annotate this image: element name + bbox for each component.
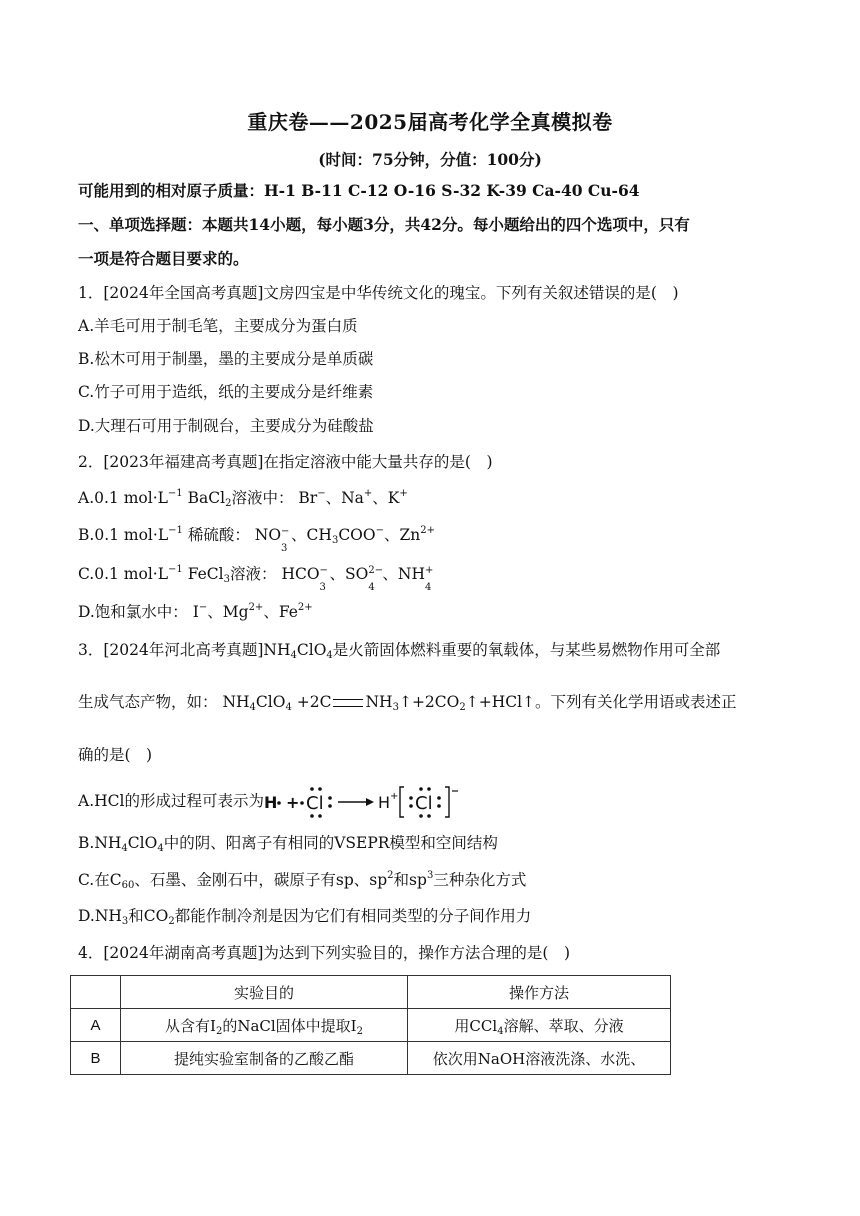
q2-b-ion2-sup: − (375, 525, 384, 536)
q3-eq-right-a-sub: 3 (392, 702, 399, 713)
q2-b-ion1-sub: 3 (281, 543, 288, 554)
q3-c-sp2: sp (369, 871, 388, 889)
q2-c-ion2-sub: 4 (368, 582, 375, 593)
q2-a-ion3: 、K (372, 489, 400, 507)
row-a-purpose (121, 1009, 408, 1042)
q2-d-ion1: I (192, 603, 199, 621)
q3-eq-left-sub2: 4 (285, 702, 292, 713)
q2-b-prefix: B. (78, 526, 95, 544)
row-b-label: B (71, 1042, 121, 1075)
q3-eq-left-c: +2C (296, 693, 332, 711)
row-a-method (408, 1009, 671, 1042)
q3-b-text: 中的阴、阳离子有相同的VSEPR模型和空间结构 (163, 834, 498, 852)
q1-option-d: D.大理石可用于制砚台，主要成分为硅酸盐 (78, 417, 374, 435)
hcl-formation-lewis-icon (264, 784, 469, 820)
row-a-ccl4-sub: 4 (497, 1025, 504, 1037)
q2-a-ion2: 、Na (325, 489, 364, 507)
section-heading-line1: 一、单项选择题：本题共14小题，每小题3分，共42分。每小题给出的四个选项中，只有 (78, 215, 690, 234)
q3-stem-formula-sub2: 4 (326, 650, 333, 661)
q2-c-ion1: HCO (281, 565, 320, 583)
q2-a-prefix: A. (78, 489, 95, 507)
q2-b-ion3: 、Zn (383, 526, 421, 544)
q3-d-co2-sub: 2 (168, 916, 175, 927)
q3-option-b (78, 832, 498, 854)
q2-option-c (78, 563, 435, 593)
q2-c-ion3-sup: + (424, 565, 434, 576)
q3-stem (78, 639, 720, 661)
q2-d-ion2: 、Mg (207, 603, 249, 621)
q3-stem-formula: NH (263, 641, 291, 659)
row-a-i2b: I (350, 1016, 357, 1035)
table-row (71, 1009, 671, 1042)
q3-b-formula-b: ClO (127, 834, 158, 852)
q2-b-exp: −1 (168, 525, 183, 536)
q3-stem-formula-sub: 4 (290, 650, 297, 661)
q3-c-text-c: 三种杂化方式 (433, 871, 527, 889)
q2-d-ion1-sup: − (198, 602, 208, 613)
q2-b-ion2: 、CH (291, 526, 332, 544)
q3-d-nh3: NH (94, 907, 122, 925)
q3-d-co2: CO (143, 907, 169, 925)
q2-a-exp: −1 (167, 488, 183, 499)
q2-d-ion3-sup: 2+ (297, 602, 313, 613)
q2-a-ion1: Br (298, 489, 318, 507)
q2-c-conc: 0.1 mol·L (94, 565, 169, 583)
table-header-method: 操作方法 (408, 976, 671, 1009)
q2-c-ion2: 、SO (329, 565, 369, 583)
q3-eq-left-sub: 4 (249, 702, 256, 713)
q2-c-prefix: C. (78, 565, 95, 583)
q3-c-sep: 、 (353, 871, 370, 889)
q2-a-ion2-sup: + (363, 488, 373, 499)
row-a-purpose-a: 从含有 (165, 1016, 211, 1035)
q2-a-ion3-sup: + (399, 488, 408, 499)
q1-option-c: C.竹子可用于造纸，纸的主要成分是纤维素 (78, 383, 374, 401)
q3-eq-left-b: ClO (255, 693, 286, 711)
q3-c-sp3: sp (409, 871, 427, 889)
section-heading-line2: 一项是符合题目要求的。 (78, 249, 249, 268)
table-row (71, 1042, 671, 1075)
row-b-purpose: 提纯实验室制备的乙酸乙酯 (121, 1042, 408, 1075)
q3-d-text: 都能作制冷剂是因为它们有相同类型的分子间作用力 (174, 907, 532, 925)
q3-option-c (78, 869, 526, 891)
q2-c-ion1-sub: 3 (319, 582, 326, 593)
table-header-row (71, 976, 671, 1009)
q2-d-ion3: 、Fe (263, 603, 298, 621)
row-a-method-a: 用 (454, 1016, 470, 1035)
q2-c-salt: FeCl (187, 565, 224, 583)
q3-line2-b: 。下列有关化学用语或表述正 (535, 693, 737, 711)
q3-d-prefix: D. (78, 907, 95, 925)
svg-text:H: H (263, 793, 278, 812)
svg-text:Cl: Cl (305, 793, 324, 814)
row-b-method: 依次用NaOH溶液洗涤、水洗、 (408, 1042, 671, 1075)
table-header-cell (71, 976, 121, 1009)
q3-b-formula-sub2: 4 (157, 843, 164, 854)
q3-stem-a: 3．[2024年河北高考真题] (78, 641, 264, 659)
q3-line2 (78, 691, 737, 713)
row-a-ccl4: CCl (469, 1016, 498, 1035)
row-a-i2: I (210, 1016, 216, 1035)
q2-b-conc: 0.1 mol·L (94, 526, 169, 544)
q3-c-sp: sp (335, 871, 354, 889)
q2-a-salt-sub: 2 (225, 498, 232, 509)
q2-option-a (78, 487, 408, 509)
row-a-purpose-b: 的NaCl固体中提取 (222, 1016, 351, 1035)
q4-table (70, 975, 671, 1075)
q3-line3: 确的是( ) (78, 746, 153, 764)
q1-option-a: A.羊毛可用于制毛笔，主要成分为蛋白质 (78, 317, 358, 335)
svg-text:+: + (389, 791, 399, 802)
q3-d-and: 和 (128, 907, 144, 925)
q2-a-salt: BaCl (187, 489, 226, 507)
q2-a-text: 溶液中： (231, 489, 294, 507)
q3-eq-left: NH (222, 693, 250, 711)
q3-eq-right-b-sub: 2 (459, 702, 466, 713)
q2-b-ion1-sup: − (281, 526, 290, 537)
atomic-masses: 可能用到的相对原子质量：H-1 B-11 C-12 O-16 S-32 K-39 Ca-40 Cu-64 (78, 181, 640, 200)
q2-b-ion2-sub: 3 (331, 535, 339, 546)
q2-option-d (78, 601, 313, 623)
q3-b-formula-sub: 4 (121, 843, 128, 854)
q3-c-and: 和 (393, 871, 410, 889)
q3-c-text-b: 、石墨、金刚石中，碳原子有 (134, 871, 336, 889)
page-subtitle: (时间：75分钟，分值：100分) (318, 150, 542, 169)
q3-eq-right-c: ↑+HCl↑ (465, 693, 536, 711)
q2-c-salt-sub: 3 (223, 574, 230, 585)
q3-eq-right-b: ↑+2CO (398, 693, 460, 711)
q3-c-sp3-sup: 3 (426, 870, 434, 881)
page-title: 重庆卷——2025届高考化学全真模拟卷 (247, 110, 613, 134)
q3-b-formula: NH (94, 834, 122, 852)
q2-c-ion1-sup: − (319, 565, 328, 576)
row-a-label: A (71, 1009, 121, 1042)
q2-option-b (78, 524, 435, 554)
q2-b-ion2b: COO (338, 526, 376, 544)
q2-d-ion2-sup: 2+ (248, 602, 264, 613)
q2-c-exp: −1 (168, 564, 183, 575)
table-header-purpose: 实验目的 (121, 976, 408, 1009)
q2-b-ion3-sup: 2+ (420, 525, 435, 536)
equals-sign-icon (333, 699, 363, 707)
q3-stem-formula-b: ClO (296, 641, 327, 659)
q3-stem-b: 是火箭固体燃料重要的氧载体，与某些易燃物作用可全部 (332, 641, 721, 659)
row-a-i2-sub: 2 (215, 1025, 223, 1037)
q2-d-text: D.饱和氯水中： (78, 603, 188, 621)
svg-text:H: H (377, 793, 390, 812)
q2-b-ion1: NO (254, 526, 282, 544)
q3-option-d (78, 905, 531, 927)
q3-option-a (78, 783, 469, 820)
q3-eq-right-a: NH (365, 693, 393, 711)
q3-c-c60: C (109, 871, 122, 889)
q2-c-ion2-sup: 2− (368, 565, 384, 576)
row-a-method-b: 溶解、萃取、分液 (503, 1016, 624, 1035)
row-a-i2b-sub: 2 (356, 1025, 363, 1037)
q3-line2-a: 生成气态产物，如： (78, 693, 218, 711)
q3-d-nh3-sub: 3 (121, 916, 129, 927)
q4-stem: 4．[2024年湖南高考真题]为达到下列实验目的，操作方法合理的是( ) (78, 944, 570, 962)
q2-c-ion3-sub: 4 (424, 582, 432, 593)
q3-b-prefix: B. (78, 834, 95, 852)
svg-text:Cl: Cl (414, 793, 433, 814)
q2-stem: 2．[2023年福建高考真题]在指定溶液中能大量共存的是( ) (78, 453, 493, 471)
q3-c-c60-sub: 60 (121, 880, 135, 891)
q2-c-text: 溶液： (230, 565, 277, 583)
q2-a-ion1-sup: − (317, 488, 326, 499)
q1-stem: 1．[2024年全国高考真题]文房四宝是中华传统文化的瑰宝。下列有关叙述错误的是( ) (78, 284, 679, 302)
q3-a-text: A.HCl的形成过程可表示为 (78, 792, 264, 810)
svg-text:+: + (285, 793, 300, 812)
q2-b-text: 稀硫酸： (187, 526, 250, 544)
q3-c-sp2-sup: 2 (387, 870, 394, 881)
q3-c-text-a: C.在 (78, 871, 110, 889)
q2-a-conc: 0.1 mol·L (94, 489, 168, 507)
q1-option-b: B.松木可用于制墨，墨的主要成分是单质碳 (78, 350, 374, 368)
q2-c-ion3: 、NH (382, 565, 425, 583)
